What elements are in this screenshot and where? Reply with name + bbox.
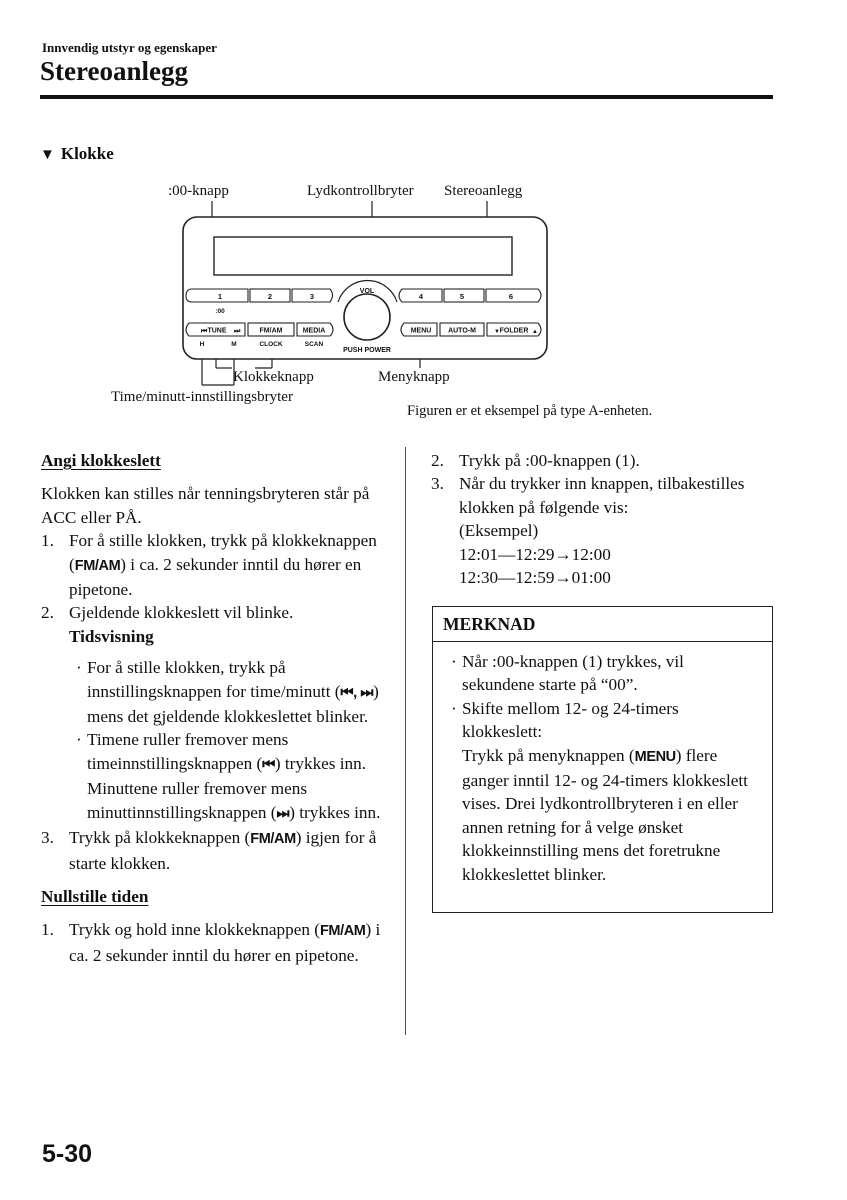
note-title: MERKNAD (433, 607, 772, 642)
triangle-marker-icon: ▼ (40, 147, 55, 163)
bullet-dot: · (451, 698, 457, 718)
prev-track-icon: ⏮ (262, 756, 275, 773)
preset-3-text: 3 (309, 292, 315, 301)
label-zero-button: :00-knapp (168, 183, 229, 199)
step-number: 2. (41, 603, 54, 623)
left-column (41, 449, 391, 967)
bullet-set-hour-min (73, 656, 391, 728)
fm-am-text: FM/AM (259, 327, 283, 335)
example-line-2: 12:30―12:59→01:00 (459, 568, 611, 588)
step-text: Trykk på :00-knappen (1). (459, 451, 640, 470)
tune-text: TUNE (207, 327, 227, 335)
heading-set-clock: Angi klokkeslett (41, 451, 161, 470)
menu-text: MENU (410, 327, 432, 335)
bullet-text: Når :00-knappen (1) trykkes, vil sekundene starte på “00”. (462, 652, 684, 695)
step-number: 2. (431, 451, 444, 470)
zero-mark-text: :00 (215, 308, 225, 315)
folder-up-icon: ▲ (532, 329, 538, 335)
preset-5-text: 5 (459, 292, 465, 301)
next-track-icon: ⏭ (360, 684, 374, 701)
preset-4-text: 4 (418, 292, 424, 301)
bullet-scroll-time (73, 728, 391, 826)
tune-next-icon: ⏭ (234, 328, 241, 335)
folder-down-icon: ▼ (494, 329, 500, 335)
folder-text: FOLDER (499, 327, 529, 335)
preset-2-text: 2 (267, 292, 273, 301)
bullet-text: ) trykkes inn. (289, 802, 381, 822)
step-3-right (431, 472, 771, 589)
bullet-text: Timene ruller fremover mens timeinnstillingsknappen ( (87, 730, 289, 773)
column-divider (405, 447, 406, 1035)
reset-step-1 (41, 918, 391, 967)
preset-6-button (486, 289, 541, 302)
page-number: 5-30 (42, 1140, 93, 1168)
key-separator: , (353, 684, 361, 701)
page-title: Stereoanlegg (40, 56, 188, 86)
bullet-dot: · (451, 652, 457, 671)
step-3 (41, 826, 391, 875)
bullet-text: ) flere ganger inntil 12- og 24-timers klokkeslett vises. Drei lydkontrollbryteren i en eller annen retning for å velge ønsket klokkeinnstilling mens det foretrukne klokkeslettet blinker. (462, 745, 748, 884)
step-2 (41, 601, 391, 826)
vol-text: VOL (359, 288, 375, 295)
example-label: (Eksempel) (459, 521, 539, 541)
step-number: 1. (41, 531, 54, 551)
step-text: Trykk og hold inne klokkeknappen ( (69, 920, 320, 940)
bullet-dot: · (76, 730, 82, 750)
example-line-1: 12:01―12:29→12:00 (459, 544, 611, 564)
step-text: For å stille klokken, trykk på klokkeknappen ( (69, 531, 377, 574)
figure-caption: Figuren er et eksempel på type A-enheten. (407, 403, 653, 419)
step-number: 1. (41, 920, 54, 940)
media-text: MEDIA (302, 327, 326, 335)
fm-am-key: FM/AM (319, 923, 366, 940)
prev-track-icon: ⏮ (340, 684, 354, 701)
intro-paragraph: Klokken kan stilles når tenningsbryteren står på ACC eller PÅ. (41, 484, 370, 527)
m-text: M (231, 341, 237, 348)
heading-reset-time: Nullstille tiden (41, 886, 149, 906)
step-text: Gjeldende klokkeslett vil blinke. (69, 603, 294, 623)
step-text: Når du trykker inn knappen, tilbakestilles klokken på følgende vis: (459, 474, 745, 517)
note-box (432, 606, 773, 913)
next-track-icon: ⏭ (276, 805, 290, 822)
label-audio-control: Lydkontrollbryter (307, 183, 414, 199)
auto-m-text: AUTO-M (448, 327, 476, 335)
step-2-right (431, 449, 771, 472)
h-text: H (199, 341, 205, 348)
push-power-text: PUSH POWER (343, 347, 391, 354)
bullet-text: Trykk på menyknappen ( (462, 745, 635, 765)
note-bullet-1 (448, 650, 760, 697)
fm-am-key: FM/AM (74, 557, 121, 574)
section-kicker: Innvendig utstyr og egenskaper (42, 40, 217, 55)
preset-1-text: 1 (217, 292, 223, 301)
right-column (431, 449, 771, 589)
step-number: 3. (431, 474, 444, 494)
tune-prev-icon: ⏮ (201, 328, 208, 335)
step-number: 3. (41, 828, 54, 848)
time-display-subheading: Tidsvisning (69, 626, 154, 646)
bullet-text: Skifte mellom 12- og 24-timers klokkeslett: (462, 698, 679, 742)
bullet-text: ) mens det gjeldende klokkeslettet blinker. (87, 681, 379, 727)
scan-text: SCAN (304, 341, 324, 348)
step-text: ) i ca. 2 sekunder inntil du hører en pipetone. (69, 554, 362, 600)
step-1 (41, 529, 391, 601)
clock-text: CLOCK (259, 341, 283, 348)
display-window (214, 237, 512, 275)
section-title-text: Klokke (60, 144, 114, 163)
step-text: ) igjen for å starte klokken. (69, 828, 377, 873)
fm-am-key: FM/AM (250, 831, 296, 848)
bullet-text: ) trykkes inn. Minuttene ruller fremover mens minuttinnstillingsknappen ( (87, 753, 367, 822)
menu-key: MENU (634, 748, 676, 765)
bullet-dot: · (76, 658, 82, 678)
step-text: ) i ca. 2 sekunder inntil du hører en pipetone. (69, 920, 381, 965)
note-bullet-2 (448, 697, 760, 886)
label-clock-button: Klokkeknapp (233, 369, 314, 385)
stereo-diagram (0, 0, 847, 440)
volume-knob (344, 294, 390, 340)
label-hour-min-switch: Time/minutt-innstillingsbryter (111, 389, 293, 405)
bullet-text: For å stille klokken, trykk på innstillingsknappen for time/minutt ( (87, 658, 341, 701)
label-menu-button: Menyknapp (378, 369, 450, 385)
label-stereo: Stereoanlegg (444, 183, 523, 199)
preset-6-text: 6 (508, 292, 514, 301)
step-text: Trykk på klokkeknappen ( (69, 828, 251, 848)
